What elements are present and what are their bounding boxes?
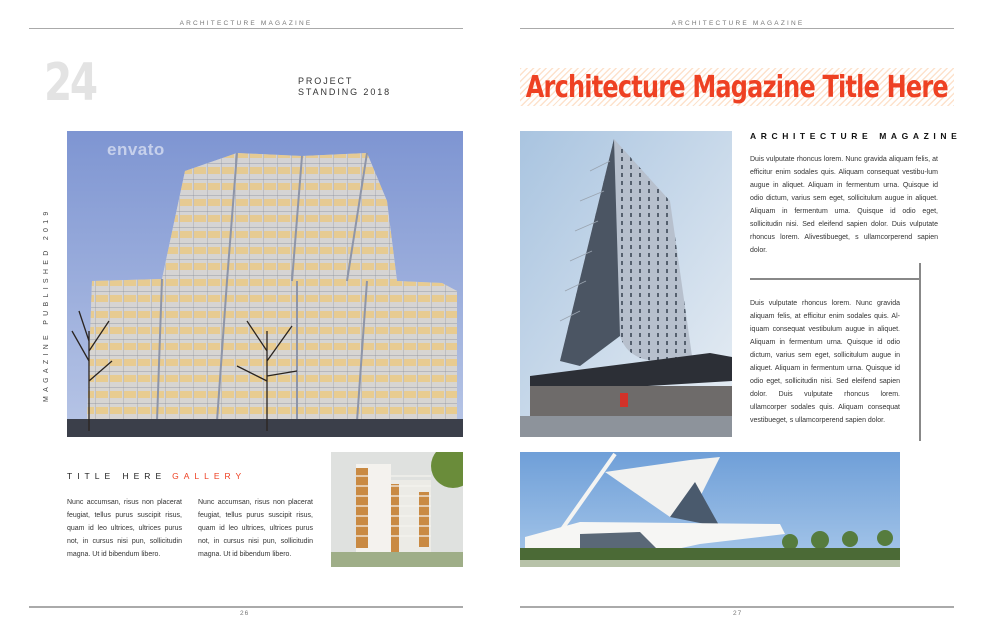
hero-image (67, 131, 463, 437)
left-column-1: Nunc accumsan, risus non placerat feugiat, tellus purus suscipit risus, quam id leo ultrices, ultrices purus not, in cursus nisi pun, sollicitudin magna. Ut id bibendum libero. (67, 499, 182, 558)
building-photo-icon (331, 452, 463, 567)
footer-rule-left (29, 606, 463, 608)
project-label (298, 76, 391, 98)
running-head-right: ARCHITECTURE MAGAZINE (671, 20, 805, 27)
building-photo-icon (67, 131, 463, 437)
project-line-2: STANDING 2018 (298, 87, 392, 97)
vertical-divider (919, 263, 921, 441)
gallery-caption-title (67, 471, 246, 481)
watermark: envato (107, 140, 165, 159)
article-title: Architecture Magazine Title Here (525, 69, 949, 105)
building-photo-icon (520, 452, 900, 567)
left-column-2: Nunc accumsan, risus non placerat feugiat, tellus purus suscipit risus, quam id leo ultrices, ultrices purus not, in cursus nisi pun, sollicitudin magna. Ut id bibendum libero. (198, 499, 313, 558)
title-band (520, 68, 954, 106)
vertical-published-text: MAGAZINE PUBLISHED 2019 (43, 207, 50, 402)
caption-title-text: TITLE HERE (67, 471, 167, 481)
project-line-1: PROJECT (298, 76, 354, 86)
running-head-left: ARCHITECTURE MAGAZINE (179, 20, 313, 27)
gallery-image (331, 452, 463, 567)
right-paragraph-1: Duis vulputate rhoncus lorem. Nunc gravida aliquam felis, at efficitur enim sodales quis. Aliquam consequat vestibu-lum augue in aliquet. Aliquam in fermentum urna. Quisque id odio dictum, varius sem eget, sollicitulum augue in aliquet. Aliquam in fermentum urna. Quisque id odio eget, sollicitudin nisi. Sed eleifend sapien dolor. Duis vulputate rhoncus lorem. Alivestibueget, s ullamcorperend sapien dolor. (750, 156, 938, 254)
divider-rule (750, 278, 920, 280)
building-photo-icon (520, 131, 732, 437)
page-number-left: 26 (240, 610, 250, 617)
header-rule-left (29, 28, 463, 29)
section-heading: ARCHITECTURE MAGAZINE (750, 131, 962, 141)
footer-rule-right (520, 606, 954, 608)
caption-accent-text: GALLERY (172, 471, 247, 481)
page-big-number: 24 (44, 53, 96, 113)
museum-image (520, 452, 900, 567)
page-number-right: 27 (733, 610, 743, 617)
tower-image (520, 131, 732, 437)
header-rule-right (520, 28, 954, 29)
right-paragraph-2: Duis vulputate rhoncus lorem. Nunc gravida aliquam felis, at efficitur enim sodales quis. Al-iquam consequat vestibulum augue in aliquet. Aliquam in fermentum urna. Quisque id odio dictum, varius sem eget, sollicitulum augue in aliquet. Aliquam in fermentum urna. Quisque id odio eget, sollicitudin nisi. Sed eleifend sapien dolor. Duis vulputate rhoncus lorem. ullamcorper sodales quis. Aliquam consequat vestibueget, s ullamcorperend sapien dolor. (750, 300, 900, 424)
